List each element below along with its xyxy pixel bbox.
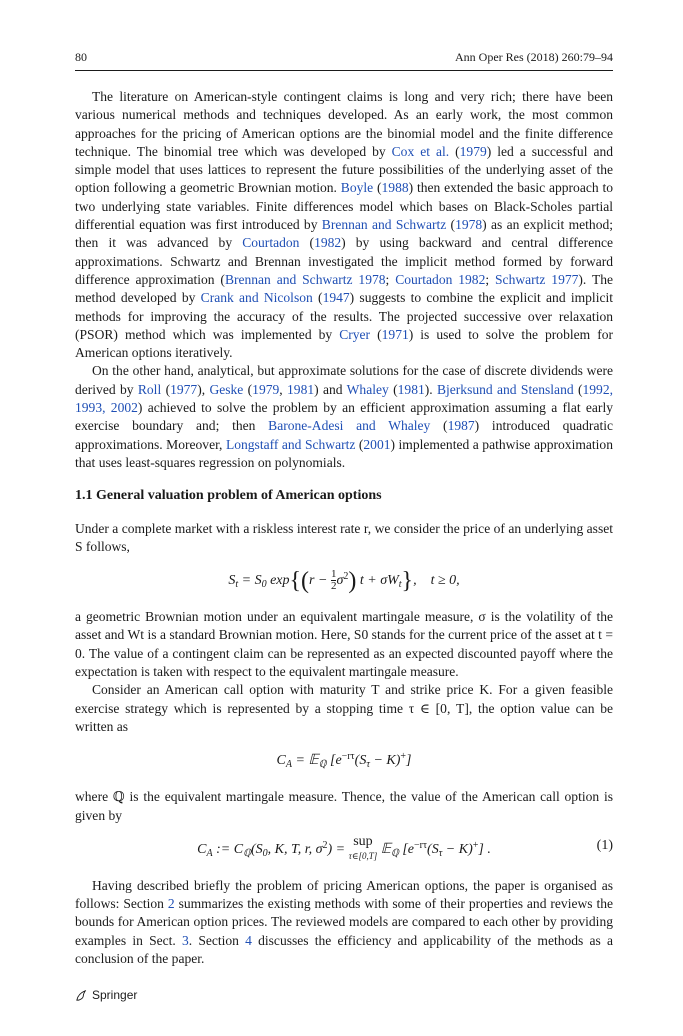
citation-link[interactable]: Longstaff and Schwartz xyxy=(225,436,356,452)
paragraph-call-option: Consider an American call option with maturity T and strike price K. For a given feasible exercise strategy which is represented by a stopping time τ ∈ [0, T], the option value can be written as xyxy=(75,682,613,734)
citation-link[interactable]: 1947 xyxy=(322,290,350,306)
citation-link[interactable]: 1979 xyxy=(459,143,487,159)
page-body xyxy=(75,88,613,968)
citation-link[interactable]: Courtadon xyxy=(242,235,300,251)
springer-horse-icon xyxy=(75,989,88,1002)
citation-link[interactable]: Boyle xyxy=(340,180,374,196)
page-number: 80 xyxy=(75,50,87,64)
text-run: ). xyxy=(424,381,437,397)
citation-link[interactable]: 1988 xyxy=(381,180,409,196)
text-run: ) by using backward and central difference approximations. Schwartz and Brennan investigated the implicit method formed by forward difference approximation ( xyxy=(75,235,614,287)
text-run: ) then extended the basic approach to two underlying state variables. Finite differences model which bases on Black-Scholes partial differential equation was first introduced by xyxy=(75,180,614,233)
citation-link[interactable]: Barone-Adesi and Whaley xyxy=(268,418,431,434)
text-run: ) led a successful and simple model that uses lattices to represent the future possibilities of the underlying asset of the option following a geometric Brownian motion. xyxy=(75,143,614,196)
paragraph-organisation xyxy=(75,877,613,968)
citation-link[interactable]: Bjerksund and Stensland xyxy=(436,381,574,397)
citation-link[interactable]: 4 xyxy=(245,932,252,948)
paragraph-martingale: where ℚ is the equivalent martingale measure. Thence, the value of the American call option is given by xyxy=(75,789,613,823)
text-run: ) and xyxy=(314,381,347,397)
citation-link[interactable]: 1982 xyxy=(314,235,342,251)
citation-link[interactable]: Courtadon 1982 xyxy=(395,271,486,287)
text-run: ( xyxy=(388,381,398,397)
text-run: ) achieved to solve the problem by an efficient approximation assuming a flat early exercise boundary and; then xyxy=(75,400,613,434)
citation-link[interactable]: 2 xyxy=(167,896,175,912)
text-run: ( xyxy=(370,326,382,342)
text-run: Having described briefly the problem of pricing American options, the paper is organised as follows: Section xyxy=(75,877,613,912)
text-run: ( xyxy=(373,180,382,196)
citation-link[interactable]: 1987 xyxy=(447,418,475,434)
text-run: ( xyxy=(299,235,315,251)
citation-link[interactable]: 1981 xyxy=(287,381,315,397)
paragraph-literature xyxy=(75,88,613,362)
journal-citation: Ann Oper Res (2018) 260:79–94 xyxy=(455,50,613,64)
citation-link[interactable]: Cryer xyxy=(339,326,371,342)
equation-1: $C_A$ := $C_ℚ(S_0$, K, T, r, $\sigma^2$) = sup τ∈[0,T] 𝔼$_ℚ$ $[e^{-r\tau}(S_\tau - K)^+]$ . (1) xyxy=(197,833,613,861)
text-run: ( xyxy=(430,418,448,434)
text-run: ( xyxy=(312,290,323,306)
paragraph-market: Under a complete market with a riskless interest rate r, we consider the price of an underlying asset S follows, xyxy=(75,520,613,554)
citation-link[interactable]: Cox et al. xyxy=(391,143,450,159)
text-run: summarizes the existing methods with some of their properties and reviews the bounds for American option prices. The reviewed models are compared to each other by providing examples in Sect. xyxy=(75,896,613,948)
text-run: ) implemented a pathwise approximation that uses least-squares regression on polynomials. xyxy=(75,436,613,470)
citation-link[interactable]: 1981 xyxy=(397,381,425,397)
publisher-name: Springer xyxy=(92,988,138,1002)
equation-number: (1) xyxy=(596,837,613,853)
text-run: On the other hand, analytical, but approximate solutions for the case of discrete dividends were derived by xyxy=(75,363,613,397)
citation-link[interactable]: 2001 xyxy=(363,436,391,452)
text-run: ( xyxy=(243,381,253,397)
text-run: ( xyxy=(446,217,456,233)
citation-link[interactable]: 1992, 1993, 2002 xyxy=(75,381,613,416)
citation-link[interactable]: 1979 xyxy=(252,381,280,397)
publisher-footer xyxy=(75,988,137,1002)
citation-link[interactable]: Whaley xyxy=(346,381,389,397)
text-run: ) is used to solve the problem for American options iteratively. xyxy=(75,326,613,361)
text-run: ). The method developed by xyxy=(75,271,614,306)
text-run: ( xyxy=(161,381,171,397)
text-run: ( xyxy=(573,381,583,397)
header-rule xyxy=(75,70,613,71)
citation-link[interactable]: Schwartz 1977 xyxy=(495,271,579,287)
citation-link[interactable]: 1978 xyxy=(455,217,483,233)
text-run: The literature on American-style contingent claims is long and very rich; there have been various numerical methods and techniques developed. As an early work, the most common approaches for the pricing of American options are the binomial model and the finite difference technique. The binomial tree which was developed by xyxy=(75,89,613,159)
text-run: ), xyxy=(197,381,210,397)
citation-link[interactable]: Roll xyxy=(137,381,162,397)
section-title: 1.1 General valuation problem of American options xyxy=(75,488,382,504)
text-run: discusses the efficiency and applicability of the methods as a conclusion of the paper. xyxy=(75,932,613,966)
citation-link[interactable]: 3 xyxy=(181,932,189,948)
citation-link[interactable]: 1977 xyxy=(170,381,198,397)
equation-gbm: $S_t = S_0$ exp{(r − $\frac{1}{2}$ $\sigma^2$) $t + \sigma W_t$}, t ≥ 0, xyxy=(228,568,460,595)
text-run: ; xyxy=(385,271,396,287)
text-run: ) introduced quadratic approximations. Moreover, xyxy=(75,418,613,452)
text-run: ) suggests to combine the explicit and implicit methods for improving the accuracy of the results. The projected successive over relaxation (PSOR) method which was implemented by xyxy=(75,290,614,342)
text-run: ( xyxy=(355,436,364,452)
citation-link[interactable]: Crank and Nicolson xyxy=(200,290,313,306)
text-run: ( xyxy=(449,143,460,159)
equation-option-value: $C_A$ = 𝔼$_ℚ$ $[e^{-r\tau}(S_\tau - K)^+]$ xyxy=(276,751,412,771)
paragraph-analytical xyxy=(75,362,613,472)
text-run: . Section xyxy=(188,932,246,948)
text-run: ; xyxy=(485,271,496,287)
citation-link[interactable]: 1971 xyxy=(381,326,409,342)
citation-link[interactable]: Brennan and Schwartz xyxy=(321,217,447,233)
citation-link[interactable]: Geske xyxy=(209,381,244,397)
text-run: , xyxy=(279,381,288,397)
paragraph-gbm-description: a geometric Brownian motion under an equivalent martingale measure, σ is the volatility of the asset and Wt is a standard Brownian motion. Here, S0 stands for the current price of the asset at t = 0. The value of a contingent claim can be represented as an expected discounted payoff where the expectation is taken with respect to the equivalent martingale measure. xyxy=(75,609,613,680)
citation-link[interactable]: Brennan and Schwartz 1978 xyxy=(224,271,386,287)
text-run: ) as an explicit method; then it was advanced by xyxy=(75,217,613,251)
